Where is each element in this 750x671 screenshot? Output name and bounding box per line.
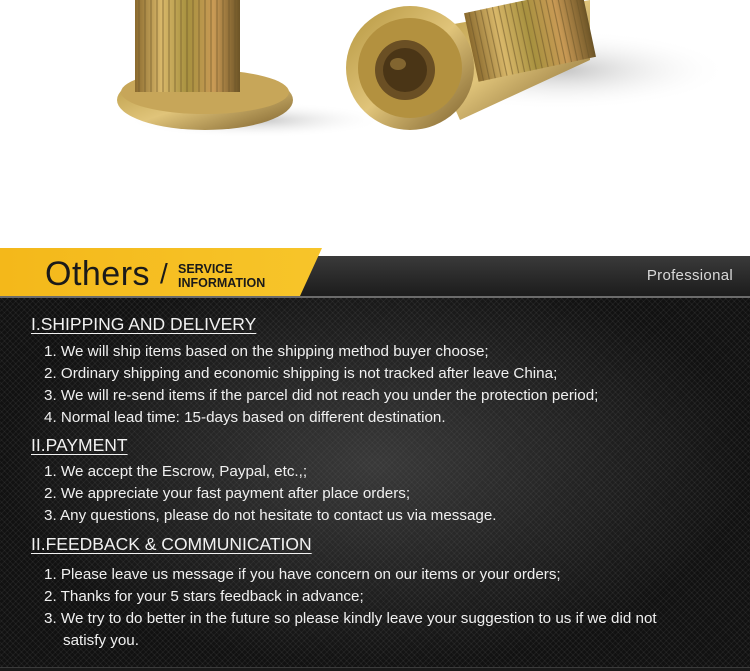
section-title-shipping: I.SHIPPING AND DELIVERY <box>31 314 257 334</box>
service-info-panel <box>0 296 750 671</box>
rivet-nuts-image <box>0 0 750 250</box>
payment-item-1: 1. We accept the Escrow, Paypal, etc.,; <box>44 463 308 480</box>
header-subtitle-line1: SERVICE <box>178 262 233 276</box>
header-subtitle-line2: INFORMATION <box>178 276 266 290</box>
product-photo-rivet-nuts <box>0 0 750 250</box>
payment-item-3: 3. Any questions, please do not hesitate to contact us via message. <box>44 507 497 524</box>
feedback-item-3: 3. We try to do better in the future so please kindly leave your suggestion to us if we did not <box>44 610 657 627</box>
feedback-item-3-continued: satisfy you. <box>63 632 139 649</box>
top-divider <box>0 296 750 298</box>
section-title-feedback: II.FEEDBACK & COMMUNICATION <box>31 534 312 554</box>
shipping-item-3: 3. We will re-send items if the parcel did not reach you under the protection period; <box>44 387 599 404</box>
shipping-item-4: 4. Normal lead time: 15-days based on different destination. <box>44 409 446 426</box>
header-tagline: Professional <box>646 267 733 284</box>
feedback-item-1: 1. Please leave us message if you have concern on our items or your orders; <box>44 566 561 583</box>
header-title: Others <box>45 255 151 293</box>
shipping-item-1: 1. We will ship items based on the shipping method buyer choose; <box>44 343 489 360</box>
header-subtitle <box>178 262 265 290</box>
header-slash: / <box>160 258 168 289</box>
bottom-divider <box>0 667 750 671</box>
payment-item-2: 2. We appreciate your fast payment after place orders; <box>44 485 411 502</box>
shipping-item-2: 2. Ordinary shipping and economic shipping is not tracked after leave China; <box>44 365 558 382</box>
section-title-payment: II.PAYMENT <box>31 435 128 455</box>
section-header <box>0 248 750 298</box>
feedback-item-2: 2. Thanks for your 5 stars feedback in advance; <box>44 588 364 605</box>
